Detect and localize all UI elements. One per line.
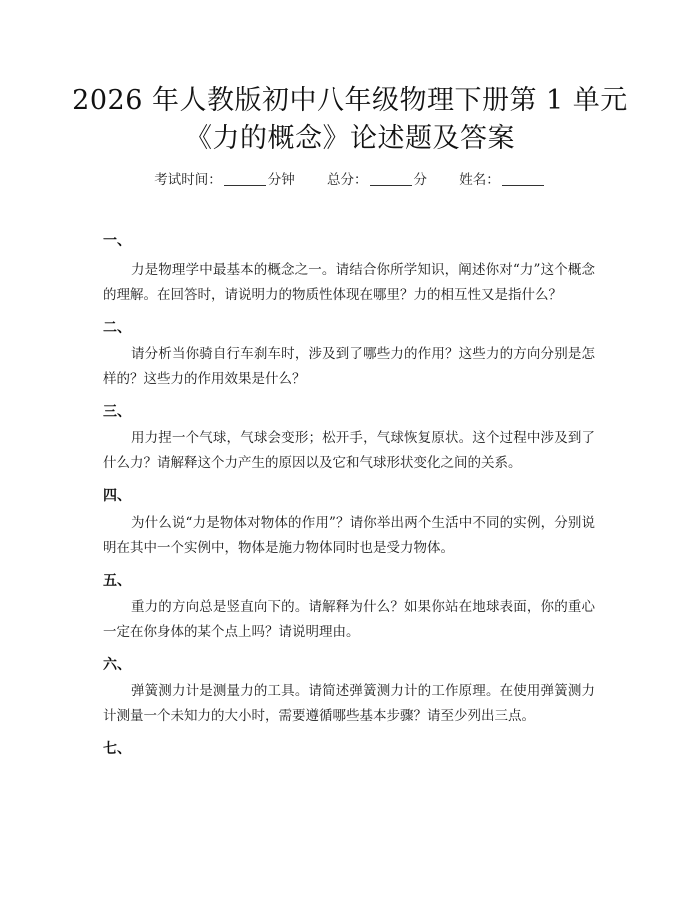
question-text: 弹簧测力计是测量力的工具。请简述弹簧测力计的工作原理。在使用弹簧测力计测量一个未知力的大小时，需要遵循哪些基本步骤？请至少列出三点。 xyxy=(103,683,595,724)
exam-info-line xyxy=(0,168,700,188)
question-number: 六、 xyxy=(103,657,131,673)
question-text: 用力捏一个气球，气球会变形；松开手，气球恢复原状。这个过程中涉及到了什么力？请解释这个力产生的原因以及它和气球形状变化之间的关系。 xyxy=(103,430,595,471)
exam-time-unit: 分钟 xyxy=(267,172,295,188)
question-text: 为什么说“力是物体对物体的作用”？请你举出两个生活中不同的实例，分别说明在其中一个实例中，物体是施力物体同时也是受力物体。 xyxy=(103,515,595,556)
student-name-field xyxy=(459,168,546,188)
question-number: 七、 xyxy=(103,741,131,757)
total-score-blank xyxy=(370,172,412,186)
document-title-line-1: 2026 年人教版初中八年级物理下册第 1 单元 xyxy=(72,85,628,116)
total-score-field xyxy=(327,168,427,188)
document-title-line-2: 《力的概念》论述题及答案 xyxy=(185,123,515,154)
question-number: 二、 xyxy=(103,320,131,336)
question-number: 三、 xyxy=(103,404,131,420)
student-name-label: 姓名： xyxy=(459,172,500,188)
question-number: 四、 xyxy=(103,488,131,504)
total-score-label: 总分： xyxy=(327,172,368,188)
question-text: 请分析当你骑自行车刹车时，涉及到了哪些力的作用？这些力的方向分别是怎样的？这些力的作用效果是什么？ xyxy=(103,346,595,387)
question-text: 力是物理学中最基本的概念之一。请结合你所学知识，阐述你对“力”这个概念的理解。在回答时，请说明力的物质性体现在哪里？力的相互性又是指什么？ xyxy=(103,262,595,303)
question-number: 五、 xyxy=(103,573,131,589)
total-score-unit: 分 xyxy=(413,172,427,188)
exam-time-blank xyxy=(224,172,266,186)
student-name-blank xyxy=(502,172,544,186)
exam-time-label: 考试时间： xyxy=(154,172,222,188)
question-text: 重力的方向总是竖直向下的。请解释为什么？如果你站在地球表面，你的重心一定在你身体的某个点上吗？请说明理由。 xyxy=(103,599,595,640)
question-number: 一、 xyxy=(103,233,131,249)
exam-time-field xyxy=(154,168,295,188)
